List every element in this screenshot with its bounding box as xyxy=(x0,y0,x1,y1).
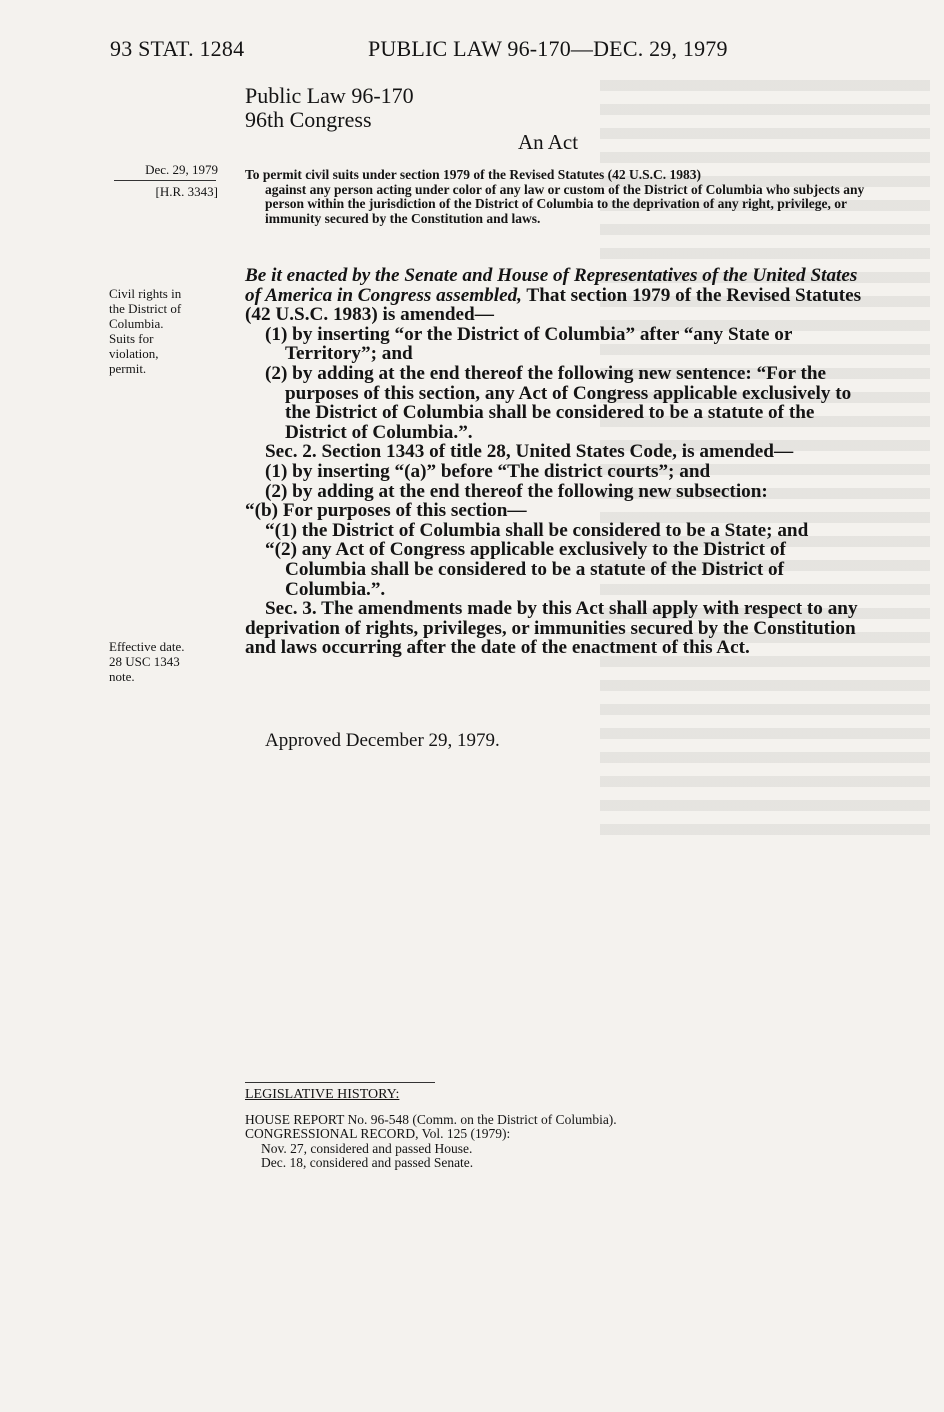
law-title-block xyxy=(245,84,414,132)
section-1-paragraph-1: (1) by inserting “or the District of Columbia” after “any State or Territory”; and xyxy=(265,323,793,365)
bottom-rule xyxy=(245,1082,435,1083)
section-2: Sec. 2. Section 1343 of title 28, United States Code, is amended— xyxy=(265,441,794,463)
act-body xyxy=(245,266,867,658)
sidenote-date: Dec. 29, 1979 xyxy=(145,162,218,177)
section-2-paragraph-1: (1) by inserting “(a)” before “The district courts”; and xyxy=(265,460,711,482)
enacting-clause: Be it enacted by the Senate and House of Representatives of the United States of America in Congress assembled, That section 1979 of the Revised Statutes (42 U.S.C. 1983) is amended— xyxy=(245,265,862,326)
purpose-first-line: To permit civil suits under section 1979 of the Revised Statutes (42 U.S.C. 1983) xyxy=(245,167,701,182)
section-1-paragraph-2: (2) by adding at the end thereof the following new sentence: “For the purposes of this section, any Act of Congress applicable exclusively to the District of Columbia shall be considered to be a statute of the District of Columbia.”. xyxy=(265,362,852,443)
stat-page-number: 93 STAT. 1284 xyxy=(110,36,245,61)
purpose-continuation: against any person acting under color of any law or custom of the District of Columbia who subjects any person within the jurisdiction of the District of Columbia to the deprivation of any right, privilege, or immunity secured by the Constitution and laws. xyxy=(265,181,865,226)
house-action: Nov. 27, considered and passed House. xyxy=(261,1140,473,1156)
purpose-clause xyxy=(245,168,867,226)
sidenote-rule xyxy=(114,180,216,181)
law-number: Public Law 96-170 xyxy=(245,83,414,108)
sidenote-bill: [H.R. 3343] xyxy=(155,184,218,199)
approved-date: Approved December 29, 1979. xyxy=(265,730,500,751)
congress-number: 96th Congress xyxy=(245,107,372,132)
house-report: HOUSE REPORT No. 96-548 (Comm. on the District of Columbia). xyxy=(245,1111,617,1127)
sidenote-effective-date: Effective date. 28 USC 1343 note. xyxy=(109,639,185,684)
subsection-b-1: “(1) the District of Columbia shall be considered to be a State; and xyxy=(265,519,809,541)
sidenote-subject: Civil rights in the District of Columbia. Suits for violation, permit. xyxy=(109,286,182,376)
congressional-record: CONGRESSIONAL RECORD, Vol. 125 (1979): xyxy=(245,1126,511,1142)
legislative-history-heading: LEGISLATIVE HISTORY: xyxy=(245,1087,400,1102)
section-2-paragraph-2: (2) by adding at the end thereof the following new subsection: xyxy=(265,480,768,502)
subsection-b-2: “(2) any Act of Congress applicable exclusively to the District of Columbia shall be considered to be a statute of the District of Columbia.”. xyxy=(265,539,786,600)
running-header: PUBLIC LAW 96-170—DEC. 29, 1979 xyxy=(368,36,728,61)
section-3: Sec. 3. The amendments made by this Act shall apply with respect to any deprivation of rights, privileges, or immunities secured by the Constitution and laws occurring after the date of the enactment of this Act. xyxy=(245,598,858,659)
senate-action: Dec. 18, considered and passed Senate. xyxy=(261,1155,474,1171)
act-label: An Act xyxy=(518,130,579,154)
subsection-b: “(b) For purposes of this section— xyxy=(245,500,527,522)
legislative-history xyxy=(245,1088,665,1171)
